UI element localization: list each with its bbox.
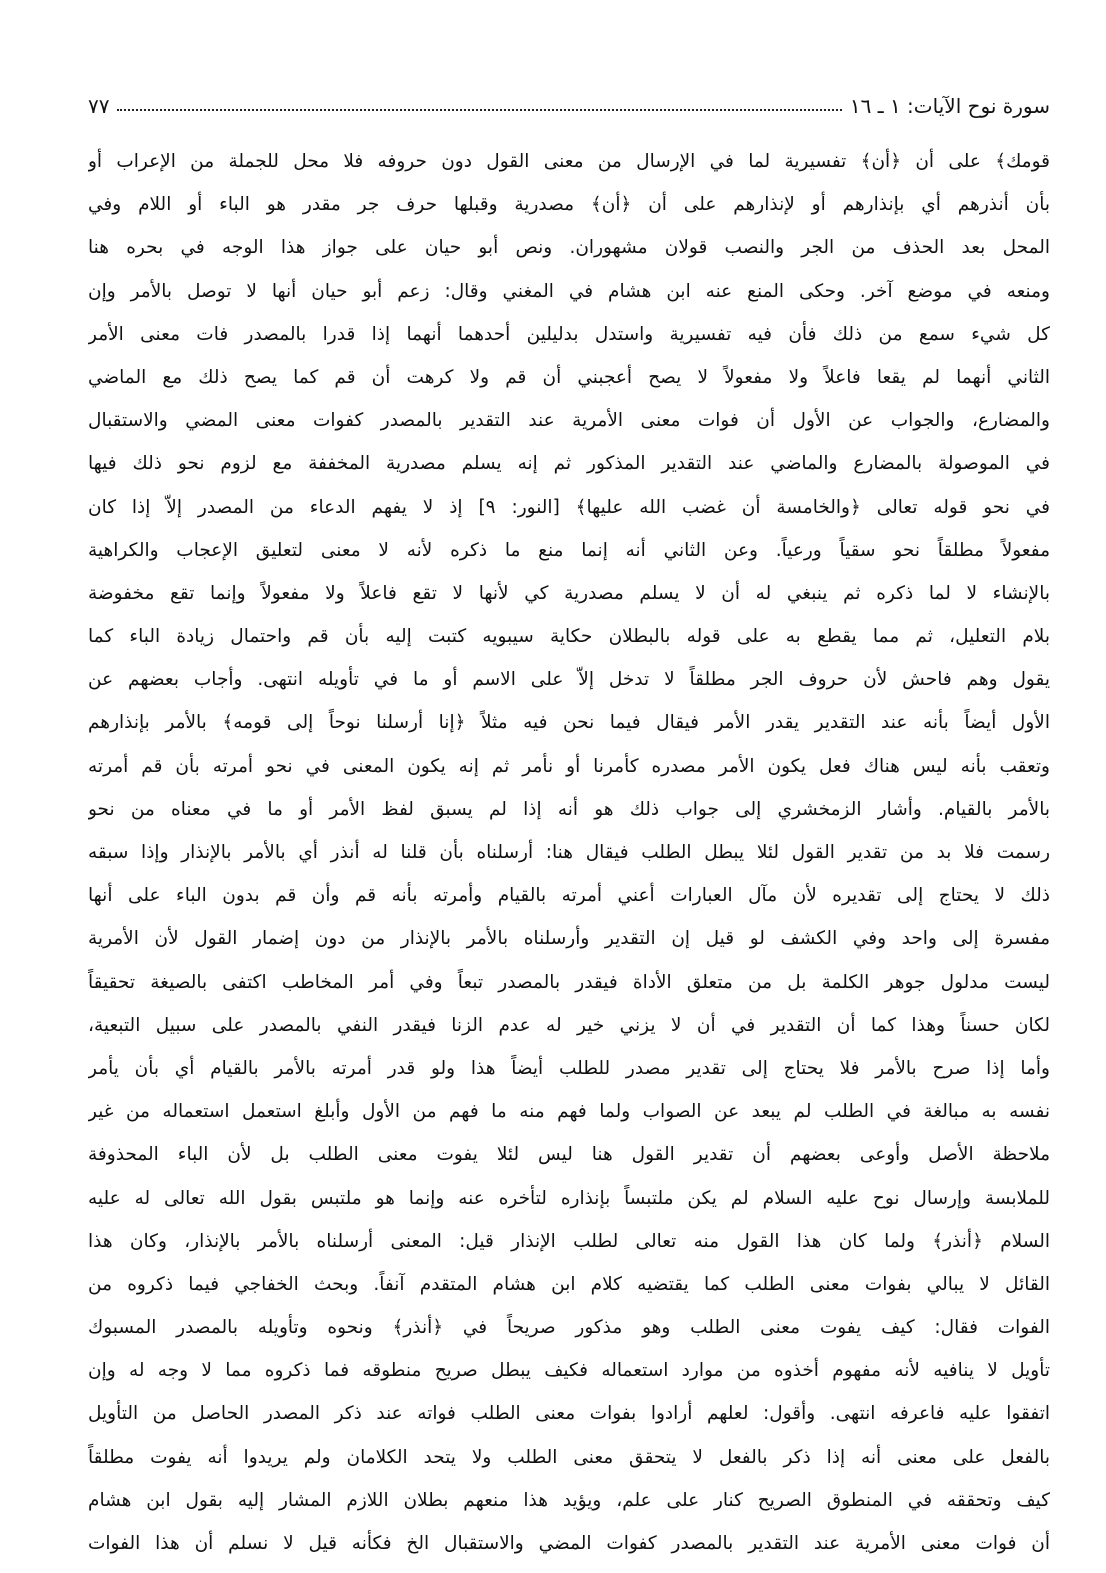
text-line: ليست مدلول جوهر الكلمة بل من متعلق الأداة فيقدر بالمصدر تبعاً وفي أمر المخاطب اكتفى بالصيغة تحقيقاً: [88, 971, 1050, 993]
text-line: الفوات فقال: كيف يفوت معنى الطلب وهو مذكور صريحاً في ﴿أنذر﴾ ونحوه وتأويله بالمصدر المسبوك: [88, 1317, 1050, 1339]
text-line: الثاني أنهما لم يقعا فاعلاً ولا مفعولاً لا يصح أعجبني أن قم ولا كرهت أن قم كما يصح ذلك مع الماضي: [88, 366, 1050, 388]
text-line: للملابسة وإرسال نوح عليه السلام لم يكن ملتبساً بإنذاره لتأخره عنه وإنما هو ملتبس بقول الله تعالى له عليه: [88, 1187, 1050, 1209]
text-line: في الموصولة بالمضارع والماضي عند التقدير المذكور ثم إنه يسلم مصدرية المخففة مع لزوم نحو ذلك فيها: [88, 453, 1050, 475]
text-line: وأما إذا صرح بالأمر فلا يحتاج إلى تقدير مصدر للطلب أيضاً هذا ولو قدر أمرته بالأمر بالقيام أي بأن يأمر: [88, 1057, 1050, 1079]
page-number: ٧٧: [88, 94, 110, 118]
text-line: يقول وهم فاحش لأن حروف الجر مطلقاً لا تدخل إلاّ على الاسم أو ما في تأويله انتهى. وأجاب بعضهم عن: [88, 669, 1050, 691]
text-line: اتفقوا عليه فاعرفه انتهى. وأقول: لعلهم أرادوا بفوات معنى الطلب فواته عند ذكر المصدر الحاصل من التأويل: [88, 1403, 1050, 1425]
text-line: القائل لا يبالي بفوات معنى الطلب كما يقتضيه كلام ابن هشام المتقدم آنفاً. وبحث الخفاجي فيما ذكروه من: [88, 1273, 1050, 1295]
dotted-leader: [117, 109, 841, 111]
running-title: سورة نوح الآيات: ١ ـ ١٦: [849, 94, 1050, 118]
text-line: ذلك لا يحتاج إلى تقديره لأن مآل العبارات أعني أمرته بالقيام وأمرته بأنه قم وأن قم بدون الباء على أنها: [88, 885, 1050, 907]
text-line: بالأمر بالقيام. وأشار الزمخشري إلى جواب ذلك هو أنه إذا لم يسبق لفظ الأمر أو ما في معناه من نحو: [88, 798, 1050, 820]
text-line: كل شيء سمع من ذلك فأن فيه تفسيرية واستدل بدليلين أحدهما أنهما إذا قدرا بالمصدر فات معنى الأمر: [88, 323, 1050, 345]
text-line: وتعقب بأنه ليس هناك فعل يكون الأمر مصدره كأمرنا أو نأمر ثم إنه يكون المعنى في نحو أمرته بأن قم أمرته: [88, 755, 1050, 777]
text-line: بالفعل على معنى أنه إذا ذكر بالفعل لا يتحقق معنى الطلب ولا يتحد الكلامان ولم يريدوا أنه يفوت مطلقاً: [88, 1446, 1050, 1468]
text-line: نفسه به مبالغة في الطلب لم يبعد عن الصواب ولما فهم منه ما فهم من الأول وأبلغ استعمل استعماله من غير: [88, 1101, 1050, 1123]
text-line: ملاحظة الأصل وأوعى بعضهم أن تقدير القول هنا ليس لئلا يفوت معنى الطلب بل لأن الباء المحذوفة: [88, 1144, 1050, 1166]
text-line: ومنعه في موضع آخر. وحكى المنع عنه ابن هشام في المغني وقال: زعم أبو حيان أنها لا توصل بالأمر وإن: [88, 280, 1050, 302]
text-line: لكان حسناً وهذا كما أن التقدير في أن لا يزني خير له عدم الزنا فيقدر النفي بالمصدر على سبيل التبعية،: [88, 1014, 1050, 1036]
text-line: الأول أيضاً بأنه عند التقدير يقدر الأمر فيقال فيما نحن فيه مثلاً ﴿إنا أرسلنا نوحاً إلى قومه﴾ بالأمر بإنذارهم: [88, 712, 1050, 734]
text-line: المحل بعد الحذف من الجر والنصب قولان مشهوران. ونص أبو حيان على جواز هذا الوجه في بحره هنا: [88, 237, 1050, 259]
text-line: أن فوات معنى الأمرية عند التقدير بالمصدر كفوات المضي والاستقبال الخ فكأنه قيل لا نسلم أن هذا الفوات: [88, 1533, 1050, 1554]
text-line: تأويل لا ينافيه لأنه مفهوم أخذوه من موارد استعماله فكيف يبطل صريح منطوقه فما ذكروه مما لا وجه له وإن: [88, 1360, 1050, 1382]
running-header: [88, 84, 1050, 118]
text-line: بأن أنذرهم أي بإنذارهم أو لإنذارهم على أن ﴿أن﴾ مصدرية وقبلها حرف جر مقدر هو الباء أو اللام وفي: [88, 194, 1050, 216]
text-line: رسمت فلا بد من تقدير القول لئلا يبطل الطلب فيقال هنا: أرسلناه بأن قلنا له أنذر أي بالأمر بالإنذار وإذا سبقه: [88, 842, 1050, 863]
text-line: والمضارع، والجواب عن الأول أن فوات معنى الأمرية عند التقدير بالمصدر كفوات معنى المضي والاستقبال: [88, 410, 1050, 432]
text-line: بلام التعليل، ثم مما يقطع به على قوله بالبطلان حكاية سيبويه كتبت إليه بأن قم واحتمال زيادة الباء كما: [88, 626, 1050, 648]
text-line: في نحو قوله تعالى ﴿والخامسة أن غضب الله عليها﴾ [النور: ٩] إذ لا يفهم الدعاء من المصدر إلاّ إذا كان: [88, 496, 1050, 518]
text-line: مفسرة إلى واحد وفي الكشف لو قيل إن التقدير وأرسلناه بالأمر بالإنذار من دون إضمار القول لأن الأمرية: [88, 928, 1050, 950]
text-line: مفعولاً مطلقاً نحو سقياً ورعياً. وعن الثاني أنه إنما منع ما ذكره لأنه لا معنى لتعليق الإعجاب والكراهية: [88, 539, 1050, 561]
page-body-text: [88, 140, 1050, 1565]
text-line: بالإنشاء لا لما ذكره ثم ينبغي له أن لا يسلم مصدرية كي لأنها لا تقع فاعلاً ولا مفعولاً وإنما تقع مخفوضة: [88, 582, 1050, 604]
text-line: السلام ﴿أنذر﴾ ولما كان هذا القول منه تعالى لطلب الإنذار قيل: المعنى أرسلناه بالأمر بالإنذار، وكان هذا: [88, 1230, 1050, 1252]
text-line: كيف وتحققه في المنطوق الصريح كنار على علم، ويؤيد هذا منعهم بطلان اللازم المشار إليه بقول ابن هشام: [88, 1489, 1050, 1511]
text-line: قومك﴾ على أن ﴿أن﴾ تفسيرية لما في الإرسال من معنى القول دون حروفه فلا محل للجملة من الإعراب أو: [88, 151, 1050, 172]
